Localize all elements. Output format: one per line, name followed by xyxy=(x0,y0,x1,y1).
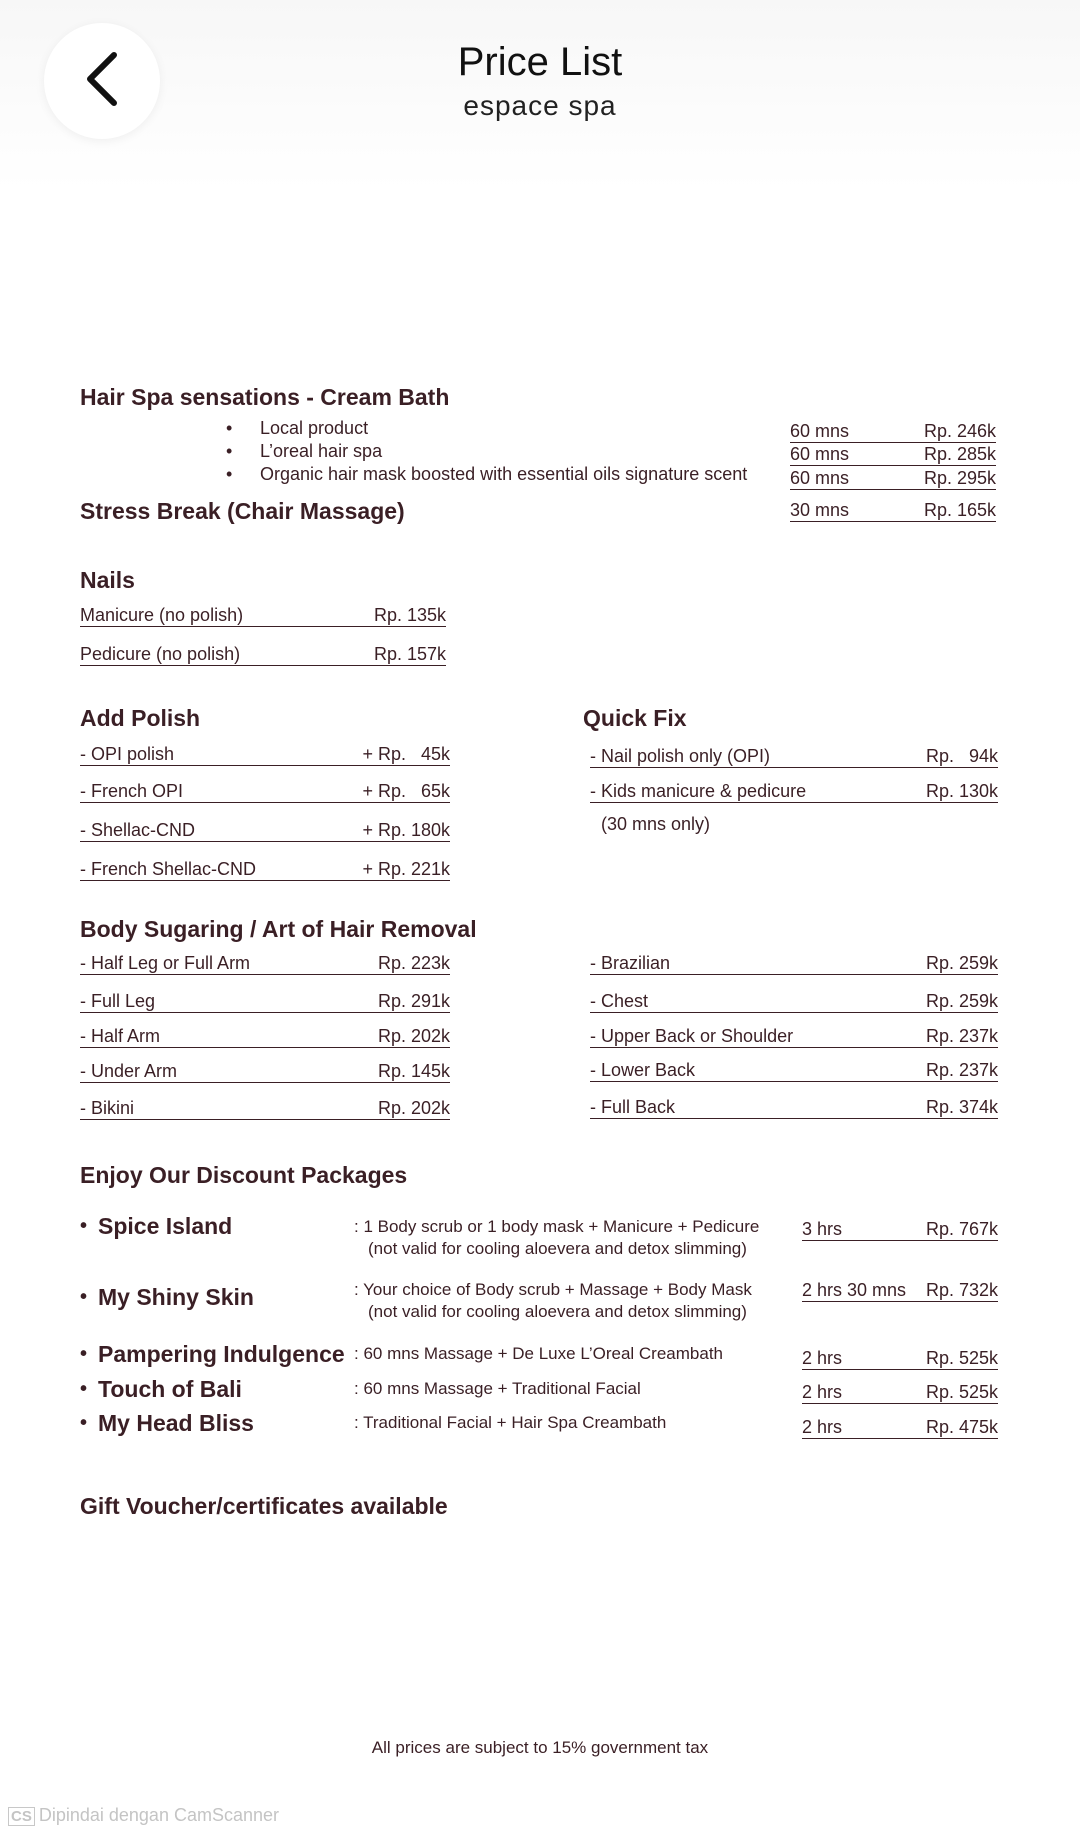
price: Rp. 291k xyxy=(377,991,450,1011)
package-description xyxy=(354,1279,752,1323)
package-description xyxy=(354,1216,759,1260)
sugaring-row xyxy=(80,1058,450,1083)
service-label: Pedicure (no polish) xyxy=(80,644,241,664)
price: Rp. 374k xyxy=(925,1097,998,1117)
duration: 2 hrs xyxy=(802,1417,843,1437)
package-note: (not valid for cooling aloevera and detox slimming) xyxy=(368,1239,747,1258)
package-price-row xyxy=(802,1414,998,1439)
package-price-row xyxy=(802,1277,998,1302)
duration: 3 hrs xyxy=(802,1219,843,1239)
add-polish-row xyxy=(80,741,450,766)
price: Rp. 94k xyxy=(925,746,998,766)
price: Rp. 157k xyxy=(373,644,446,664)
price: Rp. 732k xyxy=(925,1280,998,1300)
quick-fix-note: (30 mns only) xyxy=(601,814,711,834)
add-polish-row xyxy=(80,856,450,881)
price: Rp. 202k xyxy=(377,1026,450,1046)
price: Rp. 145k xyxy=(377,1061,450,1081)
duration: 60 mns xyxy=(790,468,850,488)
service-label: - French Shellac-CND xyxy=(80,859,257,879)
price: Rp. 223k xyxy=(377,953,450,973)
service-label: - Full Back xyxy=(590,1097,676,1117)
tax-footnote: All prices are subject to 15% government tax xyxy=(371,1738,709,1757)
service-label: - Full Leg xyxy=(80,991,156,1011)
duration: 2 hrs xyxy=(802,1348,843,1368)
stress-break-price-row xyxy=(790,497,996,522)
sugaring-row xyxy=(590,950,998,975)
hair-spa-price-row xyxy=(790,465,996,490)
price: Rp. 767k xyxy=(925,1219,998,1239)
service-label: - Half Leg or Full Arm xyxy=(80,953,251,973)
package-description-line: : 1 Body scrub or 1 body mask + Manicure + Pedicure xyxy=(354,1217,760,1236)
price: Rp. 525k xyxy=(925,1348,998,1368)
service-label: - Under Arm xyxy=(80,1061,178,1081)
page-title: Price List xyxy=(457,40,623,84)
price: Rp. 246k xyxy=(923,421,996,441)
page-subtitle: espace spa xyxy=(463,90,617,121)
stress-break-heading: Stress Break (Chair Massage) xyxy=(80,498,405,524)
hair-spa-heading: Hair Spa sensations - Cream Bath xyxy=(80,384,450,410)
price: Rp. 237k xyxy=(925,1060,998,1080)
nails-row xyxy=(80,641,446,666)
price: + Rp. 65k xyxy=(362,781,450,801)
add-polish-row xyxy=(80,817,450,842)
price: Rp. 237k xyxy=(925,1026,998,1046)
package-name: • My Head Bliss xyxy=(98,1410,254,1437)
nails-row xyxy=(80,602,446,627)
price: + Rp. 45k xyxy=(362,744,450,764)
gift-voucher-note: Gift Voucher/certificates available xyxy=(80,1493,448,1519)
quick-fix-row xyxy=(590,778,998,803)
camscanner-badge: CS xyxy=(8,1807,35,1826)
price: Rp. 525k xyxy=(925,1382,998,1402)
quick-fix-row xyxy=(590,743,998,768)
package-price-row xyxy=(802,1216,998,1241)
package-name: • Touch of Bali xyxy=(98,1376,242,1403)
duration: 60 mns xyxy=(790,444,850,464)
service-label: - OPI polish xyxy=(80,744,175,764)
package-price-row xyxy=(802,1345,998,1370)
package-description: : Traditional Facial + Hair Spa Creambath xyxy=(354,1413,667,1432)
quick-fix-heading: Quick Fix xyxy=(583,705,687,731)
price: + Rp. 221k xyxy=(362,859,450,879)
sugaring-row xyxy=(590,988,998,1013)
package-description-line: : Your choice of Body scrub + Massage + Body Mask xyxy=(354,1280,752,1299)
service-label: - Kids manicure & pedicure xyxy=(590,781,807,801)
service-label: - Shellac-CND xyxy=(80,820,196,840)
sugaring-row xyxy=(590,1023,998,1048)
service-label: - Nail polish only (OPI) xyxy=(590,746,771,766)
duration: 2 hrs xyxy=(802,1382,843,1402)
sugaring-row xyxy=(80,950,450,975)
service-label: - French OPI xyxy=(80,781,184,801)
package-price-row xyxy=(802,1379,998,1404)
package-description: : 60 mns Massage + De Luxe L’Oreal Creambath xyxy=(354,1344,723,1363)
duration: 2 hrs 30 mns xyxy=(802,1280,907,1300)
price: Rp. 202k xyxy=(377,1098,450,1118)
hair-spa-item: • Organic hair mask boosted with essential oils signature scent xyxy=(260,464,747,485)
service-label: - Brazilian xyxy=(590,953,671,973)
sugaring-row xyxy=(80,988,450,1013)
hair-spa-price-row xyxy=(790,418,996,443)
service-label: - Bikini xyxy=(80,1098,135,1118)
hair-spa-item: • Local product xyxy=(260,418,368,439)
sugaring-row xyxy=(590,1094,998,1119)
price: Rp. 130k xyxy=(925,781,998,801)
price: Rp. 285k xyxy=(923,444,996,464)
hair-spa-price-row xyxy=(790,441,996,466)
service-label: Manicure (no polish) xyxy=(80,605,244,625)
duration: 60 mns xyxy=(790,421,850,441)
package-name: • My Shiny Skin xyxy=(98,1284,254,1311)
package-name: • Pampering Indulgence xyxy=(98,1341,345,1368)
price: Rp. 135k xyxy=(373,605,446,625)
packages-heading: Enjoy Our Discount Packages xyxy=(80,1162,408,1188)
add-polish-row xyxy=(80,778,450,803)
camscanner-watermark xyxy=(8,1805,279,1826)
price: Rp. 259k xyxy=(925,953,998,973)
nails-heading: Nails xyxy=(80,567,135,593)
duration: 30 mns xyxy=(790,500,850,520)
service-label: - Lower Back xyxy=(590,1060,696,1080)
price: Rp. 295k xyxy=(923,468,996,488)
camscanner-text: Dipindai dengan CamScanner xyxy=(38,1805,279,1825)
package-description: : 60 mns Massage + Traditional Facial xyxy=(354,1379,641,1398)
sugaring-row xyxy=(590,1057,998,1082)
service-label: - Chest xyxy=(590,991,649,1011)
hair-spa-item: • L’oreal hair spa xyxy=(260,441,382,462)
price: Rp. 259k xyxy=(925,991,998,1011)
add-polish-heading: Add Polish xyxy=(80,705,201,731)
sugaring-heading: Body Sugaring / Art of Hair Removal xyxy=(80,916,477,942)
sugaring-row xyxy=(80,1095,450,1120)
package-name: • Spice Island xyxy=(98,1213,232,1240)
sugaring-row xyxy=(80,1023,450,1048)
service-label: - Upper Back or Shoulder xyxy=(590,1026,794,1046)
price: Rp. 475k xyxy=(925,1417,998,1437)
price: Rp. 165k xyxy=(923,500,996,520)
package-note: (not valid for cooling aloevera and detox slimming) xyxy=(368,1302,747,1321)
price: + Rp. 180k xyxy=(362,820,450,840)
service-label: - Half Arm xyxy=(80,1026,161,1046)
